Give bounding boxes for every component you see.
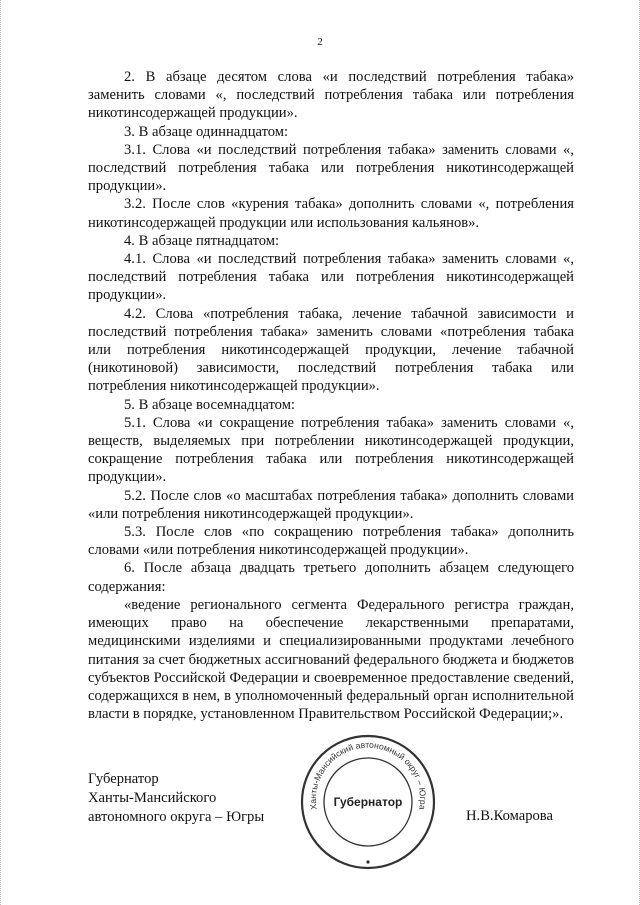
official-stamp (296, 730, 440, 874)
page-edge-right (633, 0, 640, 905)
paragraph-4-1: 4.1. Слова «и последствий потребления табака» заменить словами «, последствий потребления табака или потребления никотинсодержащей продукции». (88, 251, 574, 304)
paragraph-5-2: 5.2. После слов «о масштабах потребления табака» дополнить словами «или потребления никотинсодержащей продукции». (88, 487, 574, 522)
paragraph-4-2: 4.2. Слова «потребления табака, лечение табачной зависимости и последствий потребления табака» заменить словами «потребления табака или потребления никотинсодержащей продукции, лечение табачной (никотиновой) зависимости, последствий потребления табака или потребления никотинсодержащей продукции». (88, 305, 574, 395)
paragraph-6-quote: «ведение регионального сегмента Федерального регистра граждан, имеющих право на обеспечение лекарственными препаратами, медицинскими изделиями и специализированными продуктами лечебного питания за счет бюджетных ассигнований федерального бюджета и бюджетов субъектов Российской Федерации и своевременное предоставление сведений, содержащихся в нем, в уполномоченный федеральный орган исполнительной власти в порядке, установленном Правительством Российской Федерации;». (88, 596, 574, 723)
paragraph-4: 4. В абзаце пятнадцатом: (124, 232, 280, 249)
stamp-center-text: Губернатор (333, 795, 403, 809)
signatory-name: Н.В.Комарова (466, 808, 553, 824)
page-edge-left (0, 0, 7, 905)
paragraph-3-2: 3.2. После слов «курения табака» дополнить словами «, потребления никотинсодержащей продукции или использования кальянов». (88, 196, 574, 231)
paragraph-3-1: 3.1. Слова «и последствий потребления табака» заменить словами «, последствий потребления табака или потребления никотинсодержащей продукции». (88, 141, 574, 195)
page-number: 2 (317, 36, 323, 48)
signatory-title (88, 770, 288, 827)
paragraph-5-3: 5.3. После слов «по сокращению потребления табака» дополнить словами «или потребления никотинсодержащей продукции». (88, 524, 574, 559)
paragraph-5-1: 5.1. Слова «и сокращение потребления табака» заменить словами «, веществ, выделяемых при потреблении никотинсодержащей продукции, сокращение потребления табака или потребления никотинсодержащей продукции». (88, 414, 574, 486)
paragraph-3: 3. В абзаце одиннадцатом: (124, 123, 289, 140)
stamp-dot (366, 860, 369, 863)
stamp-ring-textpath: Ханты-Мансийский автономный округ – Югра (307, 739, 429, 811)
signatory-title-line-3: автономного округа – Югры (88, 809, 265, 825)
signatory-title-line-2: Ханты-Мансийского (88, 790, 217, 806)
signatory-title-line-1: Губернатор (88, 771, 159, 787)
document-body (88, 68, 574, 723)
paragraph-2: 2. В абзаце десятом слова «и последствий потребления табака» заменить словами «, последствий потребления табака или потребления никотинсодержащей продукции». (88, 69, 574, 122)
paragraph-6: 6. После абзаца двадцать третьего дополнить абзацем следующего содержания: (88, 560, 574, 595)
paragraph-5: 5. В абзаце восемнадцатом: (124, 396, 295, 413)
